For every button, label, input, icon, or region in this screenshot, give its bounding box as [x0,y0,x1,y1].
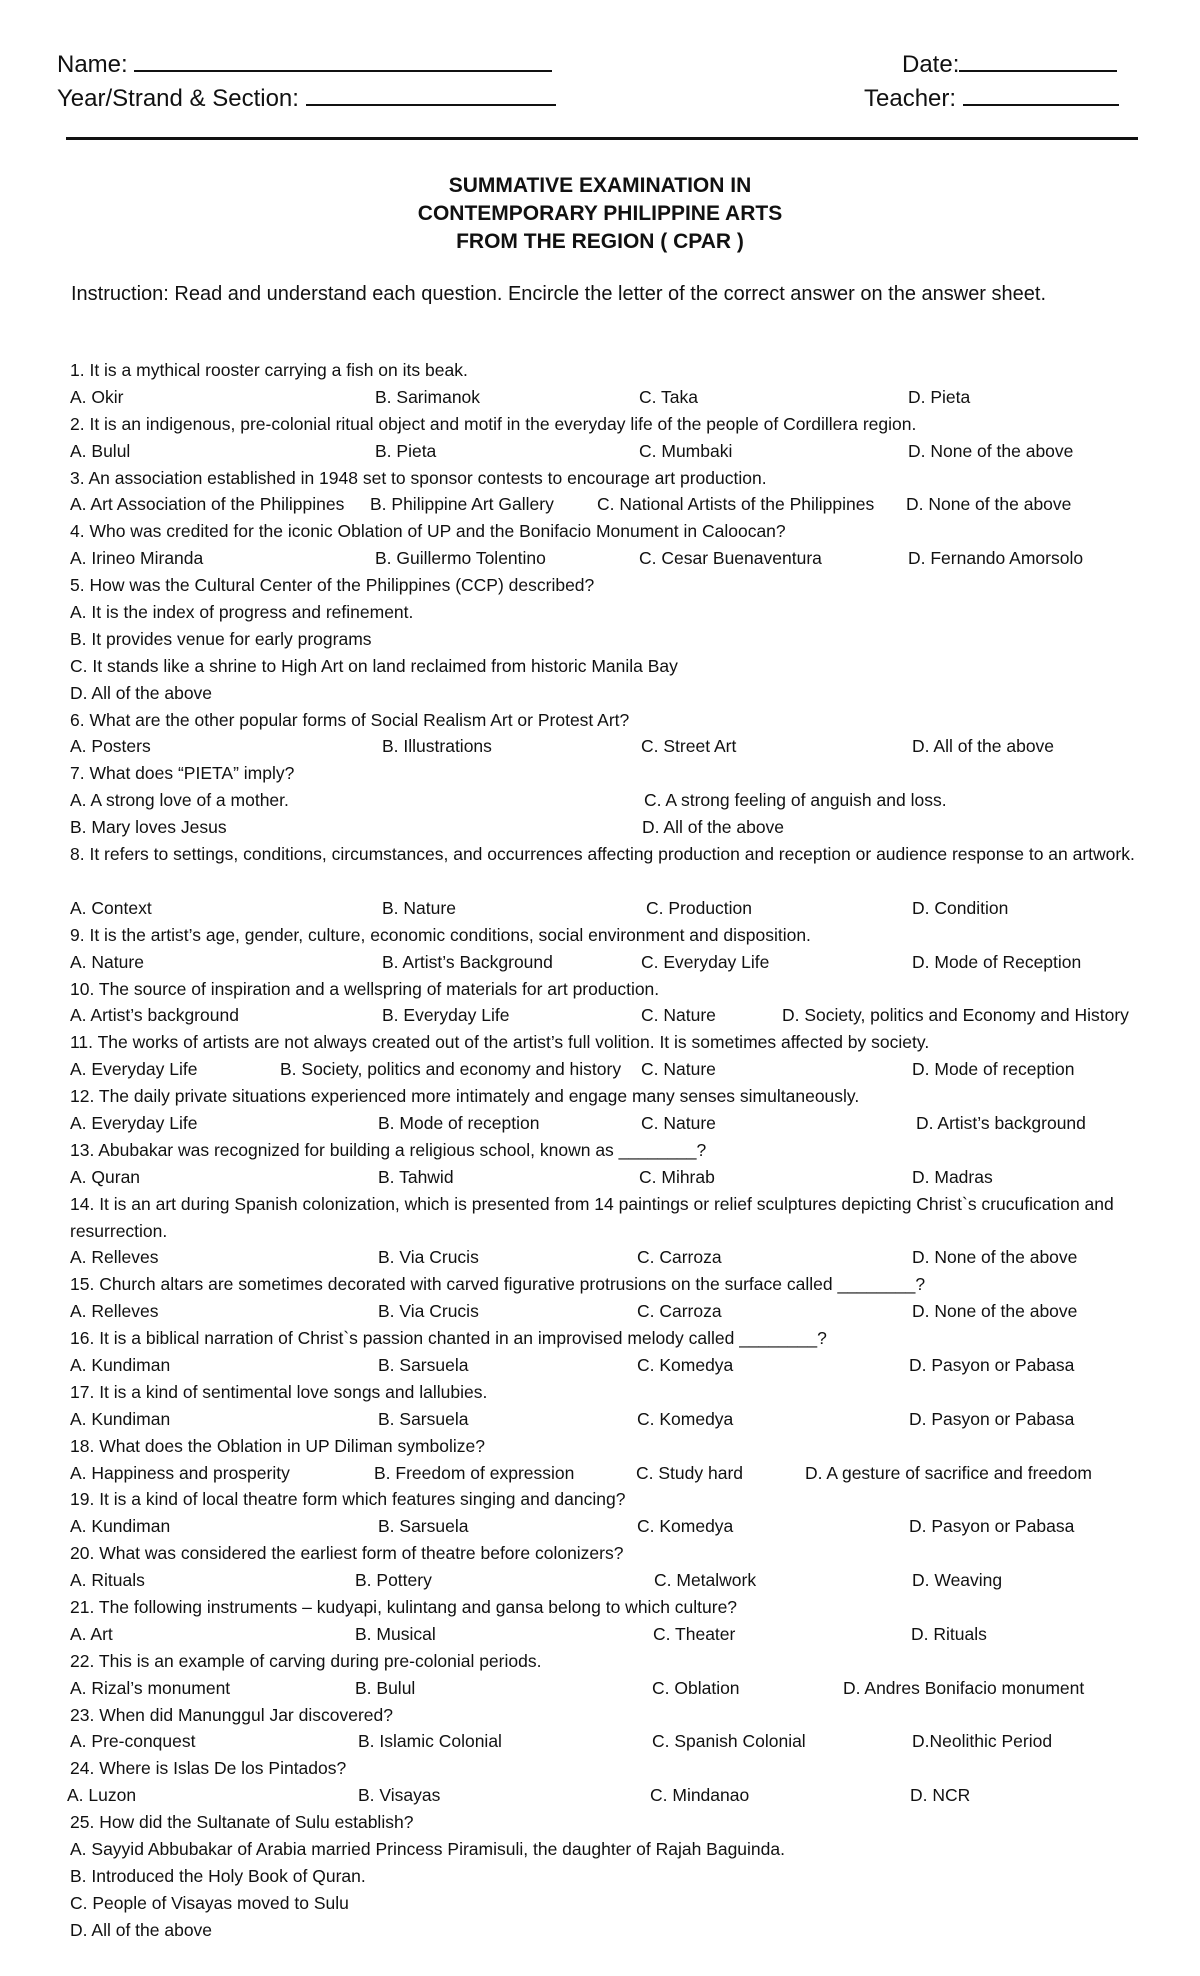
option: A. Rizal’s monument [70,1677,231,1698]
options-11 [70,1056,1160,1083]
option: B. Illustrations [382,736,492,757]
options-3 [70,491,1160,518]
option: B. Everyday Life [382,1005,510,1026]
options-17 [70,1406,1160,1433]
option: B. Sarsuela [378,1408,469,1429]
option: B. Visayas [358,1785,441,1806]
option: A. Pre-conquest [70,1731,196,1752]
section-blank [306,82,556,106]
option: B. Tahwid [378,1166,454,1187]
option: D. All of the above [642,817,785,838]
options-16 [70,1352,1160,1379]
options-24 [67,1782,1160,1809]
options-14 [70,1244,1160,1271]
options-19 [70,1513,1160,1540]
question-20: 20. What was considered the earliest form of theatre before colonizers? [70,1543,624,1564]
option: B. Pieta [375,440,437,461]
question-7: 7. What does “PIETA” imply? [70,763,295,784]
option: A. Quran [70,1166,141,1187]
option: C. Oblation [652,1677,740,1698]
option: D. All of the above [70,1919,213,1940]
section-field [57,82,556,114]
question-18: 18. What does the Oblation in UP Diliman symbolize? [70,1435,486,1456]
options-7b [70,814,1160,841]
option: A. Relleves [70,1247,159,1268]
option: B. Philippine Art Gallery [370,494,554,515]
question-list [67,357,1160,1944]
options-21 [70,1621,1160,1648]
option: D. Mode of reception [912,1059,1075,1080]
question-25: 25. How did the Sultanate of Sulu establish? [70,1812,414,1833]
option: D. Andres Bonifacio monument [843,1677,1085,1698]
option: D. All of the above [912,736,1055,757]
option: B. Sarsuela [378,1516,469,1537]
option: A. Irineo Miranda [70,548,204,569]
option: C. National Artists of the Philippines [597,494,875,515]
option: C. Carroza [637,1301,722,1322]
option: C. Theater [653,1623,736,1644]
question-23: 23. When did Manunggul Jar discovered? [70,1704,393,1725]
option: C. Street Art [641,736,737,757]
option: D. None of the above [908,440,1074,461]
option: C. Carroza [637,1247,722,1268]
header-divider [66,137,1138,140]
question-19: 19. It is a kind of local theatre form which features singing and dancing? [70,1489,626,1510]
option: B. Pottery [355,1570,432,1591]
option: C. A strong feeling of anguish and loss. [644,790,947,811]
option: A. Bulul [70,440,131,461]
option: A. Happiness and prosperity [70,1462,290,1483]
option: C. Production [646,897,753,918]
question-14: 14. It is an art during Spanish colonization, which is presented from 14 paintings or relief sculptures depicting Christ`s crucufication and resurrection. [70,1193,1114,1241]
option: C. Mihrab [639,1166,715,1187]
option: B. It provides venue for early programs [70,628,372,649]
date-field [902,48,1117,80]
question-13: 13. Abubakar was recognized for building a religious school, known as ________? [70,1139,707,1160]
option: C. People of Visayas moved to Sulu [70,1892,349,1913]
option: C. Mumbaki [639,440,733,461]
option: A. Sayyid Abbubakar of Arabia married Princess Piramisuli, the daughter of Rajah Baguinda. [70,1839,785,1860]
option: C. Spanish Colonial [652,1731,806,1752]
option: D. Madras [912,1166,993,1187]
option: C. It stands like a shrine to High Art on land reclaimed from historic Manila Bay [70,655,678,676]
teacher-label: Teacher: [864,85,957,112]
question-10: 10. The source of inspiration and a wellspring of materials for art production. [70,978,660,999]
option: C. Taka [639,386,699,407]
option: B. Guillermo Tolentino [375,548,546,569]
option: A. Luzon [67,1785,137,1806]
teacher-field [864,82,1119,114]
option: B. Sarsuela [378,1354,469,1375]
option: A. Kundiman [70,1516,171,1537]
exam-title-line-2: CONTEMPORARY PHILIPPINE ARTS [417,202,783,225]
question-16: 16. It is a biblical narration of Christ`s passion chanted in an improvised melody called ________? [70,1328,827,1349]
option: C. Study hard [636,1462,743,1483]
option: B. Society, politics and economy and history [280,1059,622,1080]
option: B. Via Crucis [378,1247,479,1268]
option: D. All of the above [70,682,213,703]
option: A. Okir [70,386,124,407]
option: A. Art [70,1623,113,1644]
question-17: 17. It is a kind of sentimental love songs and lallubies. [70,1381,488,1402]
option: D. Weaving [912,1570,1003,1591]
option: A. Relleves [70,1301,159,1322]
option: C. Komedya [637,1354,734,1375]
option: A. It is the index of progress and refinement. [70,602,414,623]
option: A. Everyday Life [70,1059,198,1080]
option: C. Komedya [637,1408,734,1429]
name-field [57,48,552,80]
question-5: 5. How was the Cultural Center of the Philippines (CCP) described? [70,575,595,596]
option: B. Artist’s Background [382,951,553,972]
date-blank [959,48,1117,72]
option: A. Art Association of the Philippines [70,494,345,515]
option: D. Pasyon or Pabasa [909,1516,1075,1537]
option: A. Kundiman [70,1408,171,1429]
option: B. Musical [355,1623,436,1644]
option: D.Neolithic Period [912,1731,1053,1752]
options-23 [70,1728,1160,1755]
name-blank [134,48,552,72]
options-7a [70,787,1160,814]
question-9: 9. It is the artist’s age, gender, culture, economic conditions, social environment and disposition. [70,924,811,945]
question-1: 1. It is a mythical rooster carrying a fish on its beak. [70,360,468,380]
option: D. None of the above [912,1247,1078,1268]
option: C. Mindanao [650,1785,750,1806]
options-6 [70,733,1160,760]
option: A. Kundiman [70,1354,171,1375]
options-20 [70,1567,1160,1594]
option: C. Nature [641,1005,716,1026]
options-15 [70,1298,1160,1325]
date-label: Date: [902,51,960,78]
option: B. Sarimanok [375,386,481,407]
option: C. Cesar Buenaventura [639,548,822,569]
question-8: 8. It refers to settings, conditions, circumstances, and occurrences affecting production and reception or audience response to an artwork. [70,844,1135,865]
option: B. Nature [382,897,456,918]
option: A. A strong love of a mother. [70,790,289,811]
question-11: 11. The works of artists are not always created out of the artist’s full volition. It is sometimes affected by society. [70,1032,930,1053]
question-4: 4. Who was credited for the iconic Oblation of UP and the Bonifacio Monument in Caloocan? [70,521,786,542]
options-9 [70,949,1160,976]
option: D. Rituals [911,1623,987,1644]
exam-title-line-1: SUMMATIVE EXAMINATION IN [448,174,752,197]
option: D. Pasyon or Pabasa [909,1408,1075,1429]
option: A. Context [70,897,152,918]
option: D. Mode of Reception [912,951,1082,972]
question-24: 24. Where is Islas De los Pintados? [70,1758,347,1779]
options-13 [70,1164,1160,1191]
options-4 [70,545,1160,572]
option: D. NCR [910,1785,971,1806]
question-2: 2. It is an indigenous, pre-colonial ritual object and motif in the everyday life of the people of Cordillera region. [70,413,917,434]
teacher-blank [963,82,1119,106]
option: B. Introduced the Holy Book of Quran. [70,1865,366,1886]
option: A. Rituals [70,1570,145,1591]
option: A. Everyday Life [70,1112,198,1133]
option: B. Freedom of expression [374,1462,575,1483]
question-12: 12. The daily private situations experienced more intimately and engage many senses simultaneously. [70,1086,860,1107]
option: D. Society, politics and Economy and History [782,1005,1129,1026]
option: C. Komedya [637,1516,734,1537]
option: A. Artist’s background [70,1005,239,1026]
option: B. Mode of reception [378,1112,540,1133]
options-18 [70,1460,1160,1487]
instruction-text: Instruction: Read and understand each question. Encircle the letter of the correct answer on the answer sheet. [71,283,1047,305]
question-15: 15. Church altars are sometimes decorated with carved figurative protrusions on the surface called ________? [70,1274,926,1295]
options-1 [70,384,1160,411]
question-21: 21. The following instruments – kudyapi, kulintang and gansa belong to which culture? [70,1597,738,1617]
option: D. Pasyon or Pabasa [909,1354,1075,1375]
option: D. Artist’s background [916,1112,1086,1133]
question-6: 6. What are the other popular forms of Social Realism Art or Protest Art? [70,709,630,730]
option: C. Everyday Life [641,951,770,972]
option: B. Via Crucis [378,1301,479,1322]
option: C. Metalwork [654,1570,757,1591]
question-3: 3. An association established in 1948 set to sponsor contests to encourage art production. [70,467,767,488]
option: C. Nature [641,1112,716,1133]
options-22 [70,1675,1160,1702]
option: D. A gesture of sacrifice and freedom [805,1462,1092,1483]
question-22: 22. This is an example of carving during pre-colonial periods. [70,1650,542,1671]
options-12 [70,1110,1160,1137]
option: D. Condition [912,897,1009,918]
exam-title-line-3: FROM THE REGION ( CPAR ) [456,230,744,253]
section-label: Year/Strand & Section: [57,85,299,112]
option: D. Fernando Amorsolo [908,548,1084,569]
option: B. Mary loves Jesus [70,817,227,838]
options-2 [70,438,1160,465]
options-8 [70,895,1160,922]
options-10 [70,1002,1160,1029]
option: A. Nature [70,951,144,972]
option: A. Posters [70,736,151,757]
name-label: Name: [57,51,128,78]
option: D. Pieta [908,386,971,407]
option: C. Nature [641,1059,716,1080]
option: B. Islamic Colonial [358,1731,502,1752]
option: B. Bulul [355,1677,416,1698]
option: D. None of the above [906,494,1072,515]
option: D. None of the above [912,1301,1078,1322]
